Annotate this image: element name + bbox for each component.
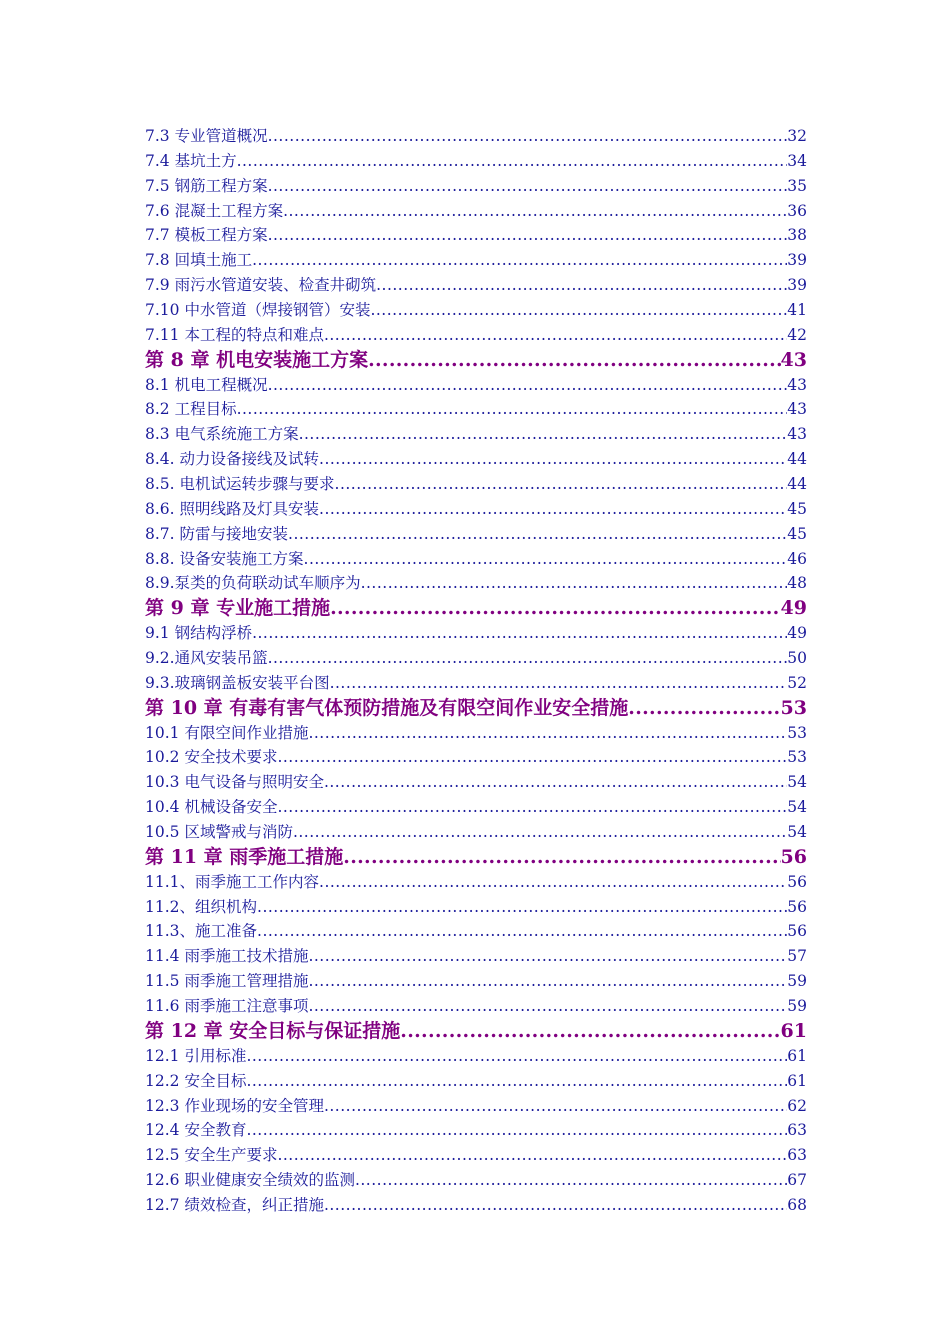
toc-entry-title: 12.3 作业现场的安全管理 bbox=[145, 1096, 324, 1115]
toc-entry-page-number: 56 bbox=[787, 922, 807, 941]
toc-entry-title: 7.5 钢筋工程方案 bbox=[145, 176, 268, 195]
toc-section-entry[interactable] bbox=[145, 397, 807, 422]
toc-entry-title: 7.7 模板工程方案 bbox=[145, 226, 268, 245]
toc-entry-title: 11.4 雨季施工技术措施 bbox=[145, 947, 309, 966]
toc-section-entry[interactable] bbox=[145, 447, 807, 472]
toc-entry-page-number: 54 bbox=[787, 773, 807, 792]
toc-entry-page-number: 44 bbox=[787, 450, 807, 469]
toc-entry-title: 8.4. 动力设备接线及试转 bbox=[145, 450, 320, 469]
toc-section-entry[interactable] bbox=[145, 646, 807, 671]
toc-chapter-entry[interactable] bbox=[145, 1019, 807, 1044]
toc-entry-title: 7.6 混凝土工程方案 bbox=[145, 201, 284, 220]
toc-entry-page-number: 44 bbox=[787, 475, 807, 494]
toc-entry-page-number: 59 bbox=[787, 972, 807, 991]
dot-leader bbox=[355, 1168, 787, 1193]
toc-entry-page-number: 56 bbox=[787, 897, 807, 916]
toc-entry-page-number: 42 bbox=[787, 325, 807, 344]
dot-leader bbox=[288, 522, 787, 547]
toc-entry-page-number: 54 bbox=[787, 823, 807, 842]
dot-leader bbox=[400, 1019, 780, 1044]
toc-section-entry[interactable] bbox=[145, 920, 807, 945]
dot-leader bbox=[370, 298, 787, 323]
toc-entry-title: 12.2 安全目标 bbox=[145, 1071, 247, 1090]
toc-entry-title: 8.9.泵类的负荷联动试车顺序为 bbox=[145, 574, 361, 593]
toc-section-entry[interactable] bbox=[145, 1094, 807, 1119]
dot-leader bbox=[319, 870, 787, 895]
toc-entry-title: 第 12 章 安全目标与保证措施 bbox=[145, 1019, 401, 1042]
toc-entry-page-number: 43 bbox=[787, 425, 807, 444]
dot-leader bbox=[277, 745, 787, 770]
toc-section-entry[interactable] bbox=[145, 522, 807, 547]
toc-entry-title: 9.3.玻璃钢盖板安装平台图 bbox=[145, 673, 330, 692]
toc-section-entry[interactable] bbox=[145, 571, 807, 596]
toc-section-entry[interactable] bbox=[145, 199, 807, 224]
dot-leader bbox=[268, 646, 788, 671]
toc-section-entry[interactable] bbox=[145, 820, 807, 845]
dot-leader bbox=[257, 895, 787, 920]
toc-entry-title: 8.6. 照明线路及灯具安装 bbox=[145, 499, 320, 518]
dot-leader bbox=[376, 273, 787, 298]
toc-entry-page-number: 53 bbox=[787, 723, 807, 742]
toc-entry-page-number: 41 bbox=[787, 301, 807, 319]
toc-entry-page-number: 67 bbox=[787, 1171, 807, 1190]
toc-entry-title: 11.6 雨季施工注意事项 bbox=[145, 997, 309, 1016]
toc-entry-title: 7.9 雨污水管道安装、检查井砌筑 bbox=[145, 276, 377, 295]
toc-entry-page-number: 54 bbox=[787, 798, 807, 817]
toc-section-entry[interactable] bbox=[145, 323, 807, 348]
toc-section-entry[interactable] bbox=[145, 373, 807, 398]
toc-entry-title: 7.11 本工程的特点和难点 bbox=[145, 325, 324, 344]
dot-leader bbox=[308, 994, 787, 1019]
toc-section-entry[interactable] bbox=[145, 1168, 807, 1193]
toc-section-entry[interactable] bbox=[145, 795, 807, 820]
toc-section-entry[interactable] bbox=[145, 745, 807, 770]
dot-leader bbox=[324, 1094, 787, 1119]
toc-section-entry[interactable] bbox=[145, 547, 807, 572]
toc-section-entry[interactable] bbox=[145, 298, 807, 323]
toc-section-entry[interactable] bbox=[145, 621, 807, 646]
dot-leader bbox=[324, 323, 787, 348]
toc-section-entry[interactable] bbox=[145, 969, 807, 994]
dot-leader bbox=[308, 721, 787, 746]
dot-leader bbox=[277, 1143, 787, 1168]
dot-leader bbox=[293, 820, 787, 845]
dot-leader bbox=[252, 621, 787, 646]
toc-entry-page-number: 43 bbox=[787, 375, 807, 394]
dot-leader bbox=[277, 795, 787, 820]
toc-entry-title: 第 11 章 雨季施工措施 bbox=[145, 845, 344, 868]
toc-entry-title: 8.3 电气系统施工方案 bbox=[145, 425, 299, 444]
toc-section-entry[interactable] bbox=[145, 671, 807, 696]
toc-chapter-entry[interactable] bbox=[145, 596, 807, 621]
dot-leader bbox=[628, 696, 780, 721]
toc-entry-page-number: 59 bbox=[787, 997, 807, 1016]
toc-section-entry[interactable] bbox=[145, 721, 807, 746]
dot-leader bbox=[257, 919, 787, 944]
toc-chapter-entry[interactable] bbox=[145, 845, 807, 870]
toc-section-entry[interactable] bbox=[145, 273, 807, 298]
toc-entry-page-number: 39 bbox=[787, 276, 807, 295]
dot-leader bbox=[299, 422, 788, 447]
dot-leader bbox=[330, 671, 788, 696]
dot-leader bbox=[268, 373, 788, 398]
toc-entry-page-number: 62 bbox=[787, 1096, 807, 1115]
dot-leader bbox=[319, 447, 787, 472]
toc-entry-page-number: 39 bbox=[787, 251, 807, 270]
dot-leader bbox=[246, 1069, 787, 1094]
dot-leader bbox=[324, 770, 787, 795]
toc-chapter-entry[interactable] bbox=[145, 696, 807, 721]
toc-entry-page-number: 43 bbox=[780, 348, 807, 371]
dot-leader bbox=[319, 497, 787, 522]
toc-entry-title: 8.8. 设备安装施工方案 bbox=[145, 549, 304, 568]
toc-entry-title: 第 10 章 有毒有害气体预防措施及有限空间作业安全措施 bbox=[145, 696, 629, 719]
toc-entry-title: 8.5. 电机试运转步骤与要求 bbox=[145, 475, 335, 494]
toc-entry-title: 10.3 电气设备与照明安全 bbox=[145, 773, 324, 792]
toc-section-entry[interactable] bbox=[145, 1143, 807, 1168]
toc-entry-page-number: 36 bbox=[787, 201, 807, 220]
dot-leader bbox=[304, 547, 788, 572]
toc-entry-title: 10.4 机械设备安全 bbox=[145, 798, 278, 817]
toc-section-entry[interactable] bbox=[145, 497, 807, 522]
dot-leader bbox=[343, 845, 780, 870]
toc-entry-title: 8.7. 防雷与接地安装 bbox=[145, 524, 289, 543]
toc-section-entry[interactable] bbox=[145, 472, 807, 497]
toc-section-entry[interactable] bbox=[145, 1118, 807, 1143]
dot-leader bbox=[308, 944, 787, 969]
toc-entry-page-number: 49 bbox=[780, 597, 807, 620]
toc-entry-page-number: 56 bbox=[780, 845, 807, 868]
toc-entry-page-number: 49 bbox=[787, 624, 807, 643]
dot-leader bbox=[268, 174, 788, 199]
toc-entry-title: 7.3 专业管道概况 bbox=[145, 126, 268, 145]
toc-entry-title: 第 8 章 机电安装施工方案 bbox=[145, 348, 369, 371]
toc-entry-page-number: 53 bbox=[787, 748, 807, 767]
toc-entry-page-number: 61 bbox=[787, 1046, 807, 1065]
toc-entry-title: 12.7 绩效检查，纠正措施 bbox=[145, 1195, 324, 1214]
toc-section-entry[interactable] bbox=[145, 770, 807, 795]
dot-leader bbox=[237, 149, 788, 174]
toc-section-entry[interactable] bbox=[145, 149, 807, 174]
toc-entry-title: 10.5 区域警戒与消防 bbox=[145, 823, 293, 842]
dot-leader bbox=[268, 223, 788, 248]
toc-section-entry[interactable] bbox=[145, 994, 807, 1019]
toc-entry-title: 7.8 回填土施工 bbox=[145, 251, 253, 270]
toc-entry-page-number: 63 bbox=[787, 1121, 807, 1140]
toc-entry-page-number: 46 bbox=[787, 549, 807, 568]
toc-entry-title: 11.3、施工准备 bbox=[145, 922, 258, 941]
toc-entry-title: 12.6 职业健康安全绩效的监测 bbox=[145, 1171, 355, 1190]
toc-entry-page-number: 53 bbox=[780, 696, 807, 719]
toc-entry-title: 11.5 雨季施工管理措施 bbox=[145, 972, 309, 991]
toc-entry-title: 12.4 安全教育 bbox=[145, 1121, 247, 1140]
dot-leader bbox=[246, 1044, 787, 1069]
toc-entry-title: 第 9 章 专业施工措施 bbox=[145, 597, 331, 620]
dot-leader bbox=[324, 1193, 787, 1218]
toc-section-entry[interactable] bbox=[145, 422, 807, 447]
dot-leader bbox=[268, 124, 788, 149]
toc-section-entry[interactable] bbox=[145, 223, 807, 248]
document-page bbox=[145, 124, 807, 1218]
toc-section-entry[interactable] bbox=[145, 1044, 807, 1069]
dot-leader bbox=[361, 571, 788, 596]
toc-entry-title: 9.1 钢结构浮桥 bbox=[145, 624, 253, 643]
toc-entry-page-number: 48 bbox=[787, 574, 807, 593]
dot-leader bbox=[237, 397, 788, 422]
toc-entry-page-number: 32 bbox=[787, 126, 807, 145]
toc-entry-title: 10.2 安全技术要求 bbox=[145, 748, 278, 767]
toc-entry-page-number: 38 bbox=[787, 226, 807, 245]
table-of-contents bbox=[145, 124, 807, 1218]
toc-entry-title: 8.2 工程目标 bbox=[145, 400, 237, 419]
toc-entry-page-number: 35 bbox=[787, 176, 807, 195]
toc-section-entry[interactable] bbox=[145, 895, 807, 920]
toc-entry-page-number: 63 bbox=[787, 1146, 807, 1165]
dot-leader bbox=[330, 596, 780, 621]
dot-leader bbox=[252, 248, 787, 273]
toc-entry-title: 8.1 机电工程概况 bbox=[145, 375, 268, 394]
toc-section-entry[interactable] bbox=[145, 870, 807, 895]
toc-section-entry[interactable] bbox=[145, 174, 807, 199]
toc-entry-page-number: 68 bbox=[787, 1195, 807, 1214]
toc-entry-title: 12.1 引用标准 bbox=[145, 1046, 247, 1065]
toc-entry-page-number: 61 bbox=[780, 1019, 807, 1042]
dot-leader bbox=[283, 199, 787, 224]
toc-entry-title: 7.10 中水管道（焊接钢管）安装 bbox=[145, 301, 371, 319]
toc-entry-title: 11.2、组织机构 bbox=[145, 897, 258, 916]
toc-section-entry[interactable] bbox=[145, 248, 807, 273]
toc-entry-title: 12.5 安全生产要求 bbox=[145, 1146, 278, 1165]
toc-entry-page-number: 34 bbox=[787, 151, 807, 170]
dot-leader bbox=[335, 472, 788, 497]
toc-entry-page-number: 57 bbox=[787, 947, 807, 966]
dot-leader bbox=[308, 969, 787, 994]
toc-entry-page-number: 45 bbox=[787, 499, 807, 518]
toc-section-entry[interactable] bbox=[145, 1193, 807, 1218]
toc-section-entry[interactable] bbox=[145, 1069, 807, 1094]
dot-leader bbox=[246, 1118, 787, 1143]
toc-entry-page-number: 52 bbox=[787, 673, 807, 692]
toc-entry-title: 10.1 有限空间作业措施 bbox=[145, 723, 309, 742]
toc-entry-page-number: 61 bbox=[787, 1071, 807, 1090]
toc-entry-page-number: 50 bbox=[787, 649, 807, 668]
toc-entry-title: 11.1、雨季施工工作内容 bbox=[145, 872, 320, 891]
dot-leader bbox=[368, 348, 780, 373]
toc-entry-title: 7.4 基坑土方 bbox=[145, 151, 237, 170]
toc-entry-page-number: 43 bbox=[787, 400, 807, 419]
toc-entry-page-number: 56 bbox=[787, 872, 807, 891]
toc-entry-page-number: 45 bbox=[787, 524, 807, 543]
toc-entry-title: 9.2.通风安装吊篮 bbox=[145, 649, 268, 668]
toc-section-entry[interactable] bbox=[145, 944, 807, 969]
toc-section-entry[interactable] bbox=[145, 124, 807, 149]
toc-chapter-entry[interactable] bbox=[145, 348, 807, 373]
